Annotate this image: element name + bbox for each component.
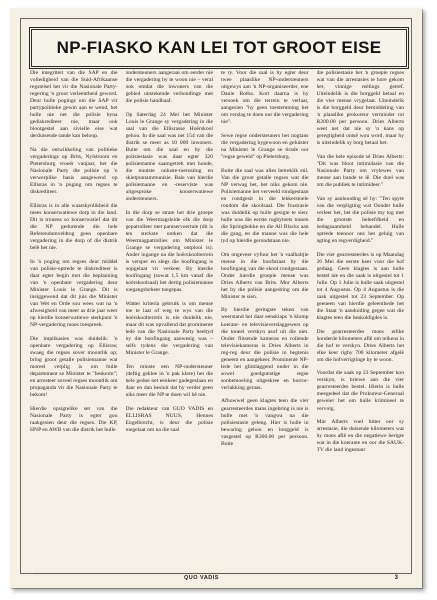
paragraph: Op Saterdag 24 Mei het Minister Louis le Grange sy vergadering in die saal van die Ellisrasse Hoërskool gehou. In die saal was net 154 van die distrik se meer as 10 000 inwoners. Buite om die saal en by die polisiestasie was daar egter 320 polisiemanne saamgetrek met honde, die nuutste onluste-toerusting en skietpuntammunisie. Baie van hierdie polisiemanne en -reserviste was uitgesproke konserwatiewe ondersteuners. [125, 111, 213, 203]
headline-box [29, 27, 409, 69]
publication-name: QUO VADIS [184, 575, 219, 581]
paragraph: Hierdie opsigtelike set van die Nasionale Party is egter gou raakgesien deur die regses. Die KP, HNP en AWB van die distrik het hulle [30, 405, 118, 433]
paragraph: Na die ontwikkeling van politieke vergaderings op Brits, Nylstroom en Pietersburg vroeër vanjaar, het die Nasionale Party die polisie op 'n verwerplike basis aangewend op Ellisras in 'n poging om regses te diskrediteer. [30, 146, 118, 196]
paragraph: ondersteuners aangeraai om eerder nie die vergadering by te woon nie – veral ook omdat die inwoners van die gebied uitstekende verhoudinge met die polisie handhaaf. [125, 70, 213, 105]
paragraph: Buite die saal was alles betreklik stil. Van die groot getalle regses wat die NP verwag het, het niks gekom nie. Polisiemanne het verveeld rondgestaan en rondgesit in die lekkerstoele rondom die skoolsaal. Die frustrasie was duidelik op hulle gesigte te sien: hulle was die eerste rugbytoets tussen die Springbokke en die All Blacks aan die gang, en die manne was die hele tyd op hierdie gerondstaan nie. [221, 167, 309, 245]
paragraph: Voordat die saak op 23 September kon verskyn, is briewe aan die vier gearresteerdes bestel. Hierin is hulle meegedeel dat die Prokureur-Generaal geweier het om hulle krimineel te vervolg. [316, 370, 404, 412]
paragraph: In 'n poging om regses deur middel van polisie-optrede te diskrediteer is daar egter begin met die beplanning van 'n openbare vergadering deur Minister Louis le Grange. Dit is insiggewend dat dit juis die Minister van Wet en Orde sou wees wat na 'n afwesigheid van meer as drie jaar weer op hierdie konserwatiewe sterkpunt 'n NP-vergadering moes toespreek. [30, 258, 118, 329]
page-footer [34, 573, 398, 583]
paragraph: Mnr Alberts voel bitter oor sy arrestasie, die duisende kilometers wat hy moes aflê en die negatiewe berigte wat in die koerante en oor die SAUK-TV die land ingestuur [316, 419, 404, 454]
footer-rule [34, 573, 398, 574]
paragraph: die polisiestasie het 'n groepie regses wat van die arrestasies te hore gekom het, vinnige reëlings getref. Uiteindelik is die borggeld betaal en die vier mense vrygelaat. Uiteindelik is die borggeld deur bemiddeling van 'n plaaslike prokureur verminder tot R200.00 per persoon. Dries Alberts weet net dat nie sy 'n kans op geregtigheid ontsê wou word, maar hy is uiteindelik sy borg betaal het. [316, 70, 404, 147]
paragraph: Die implikasies was duidelik: 'n openbare vergadering op Ellisras; swaeg die regses sover moontlik op; bring groot getalle polisiemanne wat moreel verplig is om hulle departement se Minister te "beskerm"; en arresteer soveel regses moontlik om propaganda vir die Nasionale Party te bekom! [30, 335, 118, 398]
paragraph: Die integriteit van die SAP en die volledigheid van die Suid-Afrikaanse regstelsel het vir die Nasionale Party-regering 'n groot verleentheid geword. Deur hulle pogings om die SAP vir partypolitieke gewin aan te wend, het hulle nie net die polisie byna gediskrediteer nie, maar ook blootgestel aan sivielle eise wat derduisende rande kan beloop. [30, 70, 118, 140]
paragraph: Van die hele episode sê Dries Alberts: "Dit was bloot intimidasie van die Nasionale Party om vrylewes van mense aan bande te lê. Die doel was om die publiek te intimideer." [316, 154, 404, 189]
paragraph: By hierdie geringste teken van weerstand het daar eensklaps 'n klomp koerant- en televisieverslaggewers op die toneel verskyn asof uit die niet. Onder flitsende kameras en rollende televisiekameras is Dries Alberts in reg-reg deur die polisie in hegtenis geneem en aangekeer. Prominente NP-lede het glimlaggend onder in die sowel goedgunstige regse sonbemoeiing uitgeskree en horror-verlakking geraas. [221, 307, 309, 391]
text-column-1 [30, 70, 118, 570]
article-headline: NP-FIASKO KAN LEI TOT GROOT EISE [56, 38, 382, 57]
text-column-2 [126, 70, 214, 570]
paragraph: Afhowwel geen klagtes teen die vier gearresteerdes mans ingebring is nie is hulle met 'n vangwa na die polisiestasie geleng. Hier is hulle in bewaring gehou en borggeld is vasgestel op R300.00 per persoon. Buite [221, 398, 309, 447]
magazine-page [10, 8, 422, 588]
text-column-3 [221, 70, 309, 570]
paragraph: Van sy aanhouding sê hy: "Ten spyte van die verpligting wat Oonder hulle verleer het, het die polisie my tog met die grootste beleefdheid en bedagsaamheid behandel. Hulle optrede teenoor ons het geluig van agting en regverdigheid." [316, 195, 404, 245]
paragraph: Om ongeveer vyfuur het 'n vaalhaltjie mense in die hoofstraat by die hoofingang van die skool rondgestaan. Onder hierdie groepie mense was Dries Alberts van Brits. Mnr Alberts het by die polisie aangedring om die Minister te sien. [221, 251, 309, 300]
paragraph: Die vier gearresteerdes is op Maandag 26 Mei die eerste keer voor die hof gedaag. Geen klagtes is aan hulle bestel nie en die saak is uitgestel tot 1 Julie. Op 1 Julie is hulle saak uitgestel tot 4 Augustus. Op 4 Augustus is die saak uitgestel tot 23 September. Op geeneen van hierdie geleenthede het die Staat 'n aanduiding gegee wat die klagtes teen die beskuldigdes is. [316, 251, 404, 321]
paragraph: Die redakteur van GUO VADIS en ELLISRAS NUUS, Hennes Engelbrecht, is deur die polisie toegelaat om na die saal [125, 405, 213, 433]
article-body [30, 70, 404, 570]
paragraph: In die dorp se strate het drie groepe van die Weermagsleide elk die dorp gepatrolleer met pantservoertuie (dit is ten sterkste ontken dat die Weermagpatrollies om Minister le Grange se vergadering ontplooi is). Ander ingange na die hoërskoolterrein is versper en slegs die hoofingang is oopgelaat vir verkeer. By hierdie hoofingang (sowat 1,5 km vanaf die hoërskoolsaal) het dertig polisiemanne toegangsbeheer toegepas. [125, 209, 213, 294]
text-column-4 [317, 70, 405, 570]
paragraph: Die gearresteerdes moes etlike honderde kilometers aflê om telkens in die hof te verskyn. Dries Alberts het elke keer rigby 700 kilometer afgelê om die hofverrigtinge by te woon. [316, 328, 404, 363]
paragraph: Watter kriteria gebruik is om mense toe te laat of weg te wys van die hoërskoolterrein is nie duidelik nie, maar dit was opvallend dat prominente lede van die Nasionale Party heeltyd by die hoofingang aanwesig was – selfs tydens die vergadering van Minister le Grange. [125, 300, 213, 357]
paragraph: Ellisras is in alle waarskynlikheid die mees konserwatiewe dorp in die land. Dit is trouens so konserwatief dat dit die NP gedurende die hele Referendumveldtog geen openbare vergadering in die dorp of die distrik belê het nie. [30, 202, 118, 252]
paragraph: te ry. Voor die saal is hy egter deur twee plaaslike NP-ondersteuners uitgewys aan 'n NP-organiseerder, ene Danie Botha. Kort daarna is hy versoek om die terrein te verlaat, aangesien "hy geen toestemming het om verslag te doen oor die vergadering nie". [221, 70, 309, 126]
paragraph: Sewe regse ondersteuners het nogtans die vergadering bygewoon en geluister na Minister le Grange se tirade oor "regse geweld" op Pietersburg. [221, 132, 309, 161]
page-number: 3 [394, 575, 398, 581]
paragraph: Ten minste een NP-ondersteuner (deftig geklee in 'n pak klere) het die hele gedoe net eenkeer gadegeslaan en daar en dan besluit dat hy verder geen niks meer die NP te doen wil hê nie. [125, 363, 213, 398]
